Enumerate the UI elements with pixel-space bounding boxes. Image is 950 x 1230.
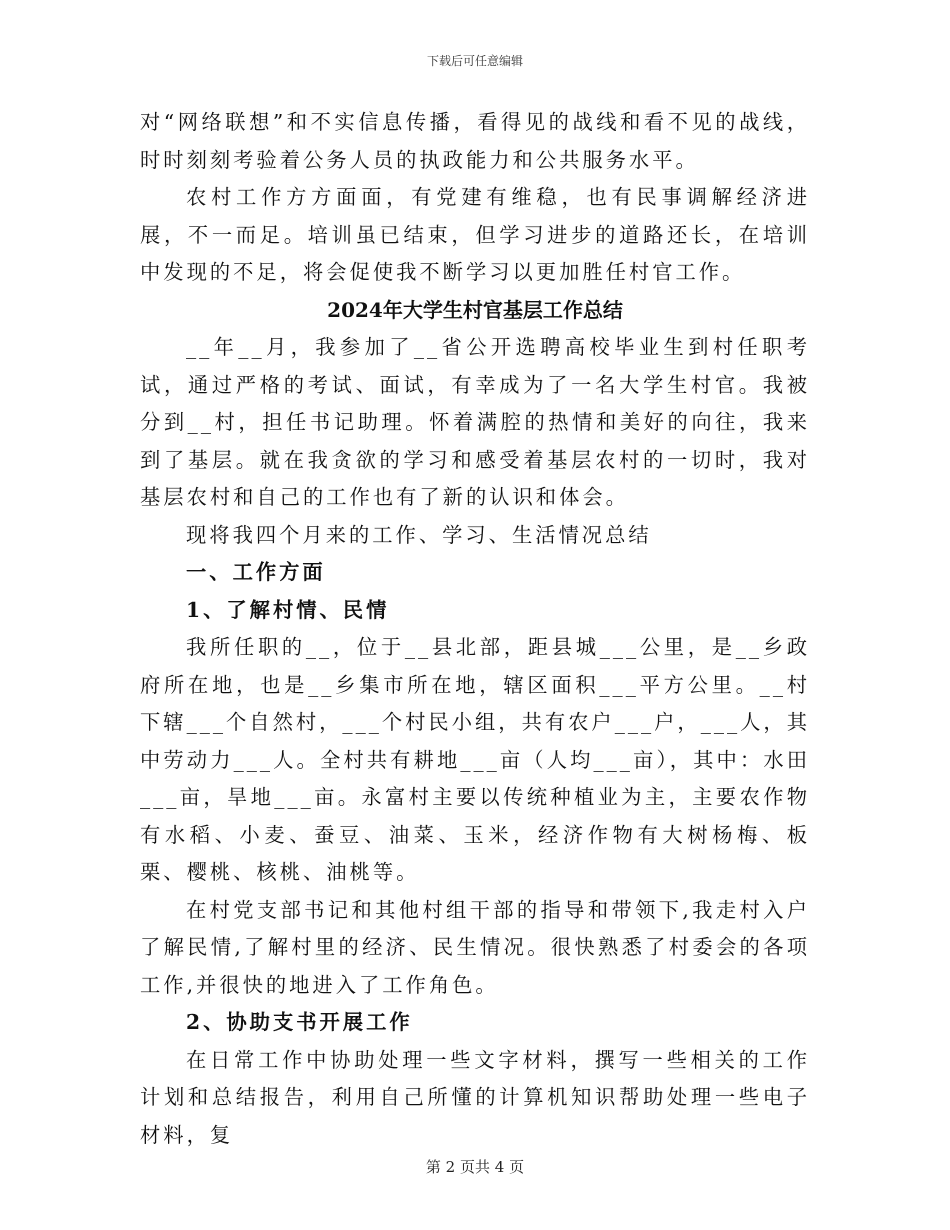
page-header: 下载后可任意编辑 (426, 54, 523, 68)
heading-work: 一、工作方面 (186, 560, 326, 584)
paragraph-guidance: 在村党支部书记和其他村组干部的指导和带领下,我走村入户了解民情,了解村里的经济、民生情况。很快熟悉了村委会的各项工作,并很快的地进入了工作角色。 (140, 897, 810, 997)
paragraph-intro: __年__月，我参加了__省公开选聘高校毕业生到村任职考试，通过严格的考试、面试，有幸成为了一名大学生村官。我被分到__村，担任书记助理。怀着满腔的热情和美好的向往，我来到了基层。就在我贪欲的学习和感受着基层农村的一切时，我对基层农村和自己的工作也有了新的认识和体会。 (140, 335, 810, 509)
paragraph-daily-work: 在日常工作中协助处理一些文字材料，撰写一些相关的工作计划和总结报告，利用自己所懂的计算机知识帮助处理一些电子材料，复 (140, 1047, 810, 1147)
heading-assist-secretary: 2、协助支书开展工作 (186, 1010, 413, 1034)
paragraph-summary-lead: 现将我四个月来的工作、学习、生活情况总结 (186, 522, 652, 547)
section-title: 2024年大学生村官基层工作总结 (327, 297, 623, 322)
document-body (140, 104, 810, 1154)
page-footer: 第 2 页共 4 页 (425, 1158, 525, 1176)
paragraph-rural-work: 农村工作方方面面，有党建有维稳，也有民事调解经济进展，不一而足。培训虽已结束，但学习进步的道路还长，在培训中发现的不足，将会促使我不断学习以更加胜任村官工作。 (140, 185, 810, 284)
heading-village-info: 1、了解村情、民情 (186, 597, 390, 622)
paragraph-continued: 对“网络联想”和不实信息传播，看得见的战线和看不见的战线，时时刻刻考验着公务人员的执政能力和公共服务水平。 (140, 110, 810, 172)
paragraph-village-info: 我所任职的__，位于__县北部，距县城___公里，是__乡政府所在地，也是__乡集市所在地，辖区面积___平方公里。__村下辖___个自然村，___个村民小组，共有农户___户，___人，其中劳动力___人。全村共有耕地___亩（人均___亩），其中：水田___亩，旱地___亩。永富村主要以传统种植业为主，主要农作物有水稻、小麦、蚕豆、油菜、玉米，经济作物有大树杨梅、板栗、樱桃、核桃、油桃等。 (140, 635, 810, 884)
